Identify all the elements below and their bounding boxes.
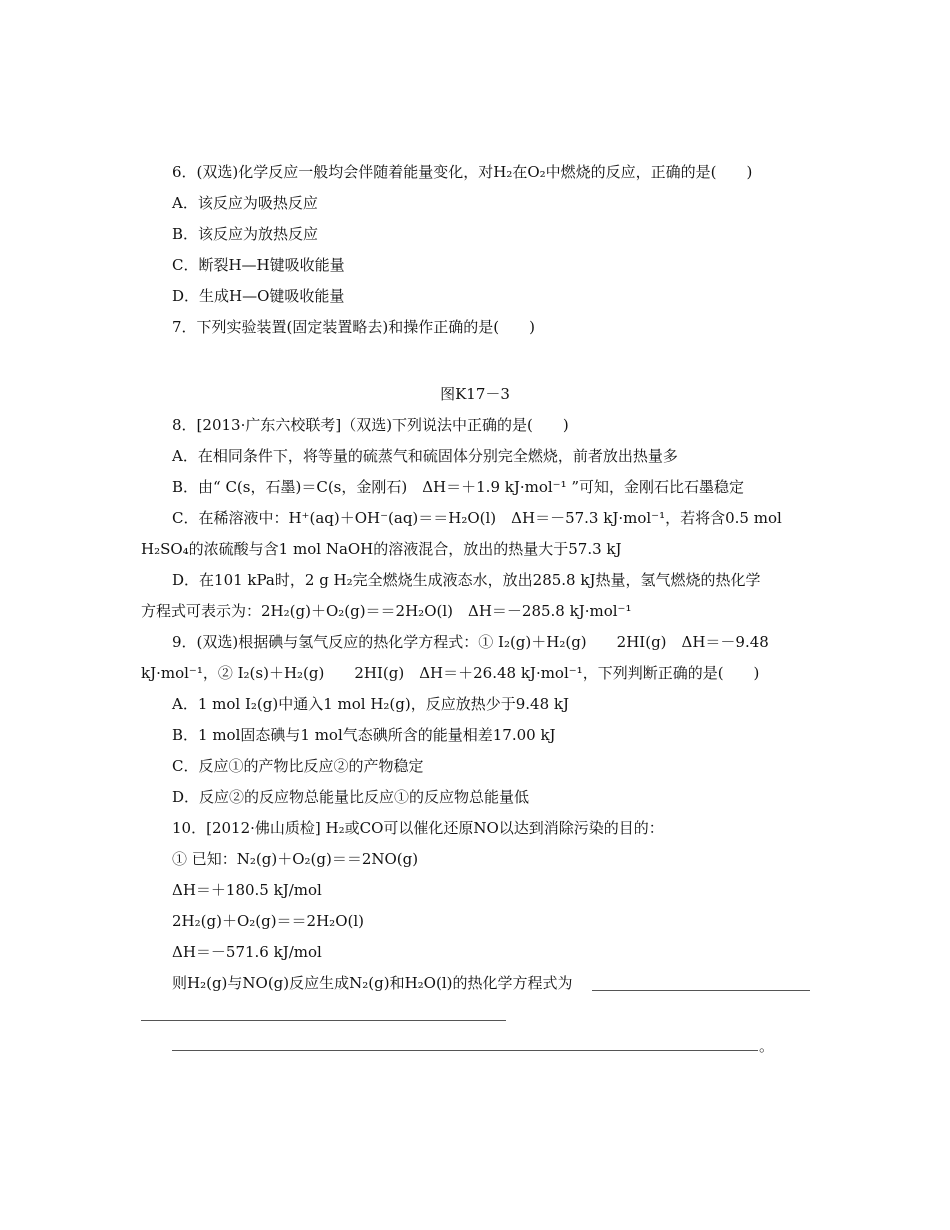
q8-option-d-cont: 方程式可表示为：2H₂(g)＋O₂(g)＝＝2H₂O(l) ΔH＝－285.8 kJ·mol⁻¹ xyxy=(141,602,632,620)
q10-stem: 10．[2012·佛山质检] H₂或CO可以催化还原NO以达到消除污染的目的： xyxy=(172,819,664,837)
q8-option-c-cont: H₂SO₄的浓硫酸与含1 mol NaOH的溶液混合，放出的热量大于57.3 kJ xyxy=(141,540,622,558)
q6-option-b: B．该反应为放热反应 xyxy=(172,225,319,243)
q7-stem: 7．下列实验装置(固定装置略去)和操作正确的是( ) xyxy=(172,318,535,336)
q10-given-2: 2H₂(g)＋O₂(g)＝＝2H₂O(l) xyxy=(172,912,364,930)
end-mark: 。 xyxy=(759,1037,775,1055)
q9-stem-cont: kJ·mol⁻¹，② I₂(s)＋H₂(g) 2HI(g) ΔH＝＋26.48 kJ·mol⁻¹，下列判断正确的是( ) xyxy=(141,664,760,682)
q10-question: 则H₂(g)与NO(g)反应生成N₂(g)和H₂O(l)的热化学方程式为 xyxy=(172,974,573,992)
q8-option-a: A．在相同条件下，将等量的硫蒸气和硫固体分别完全燃烧，前者放出热量多 xyxy=(172,447,678,465)
q6-option-c: C．断裂H—H键吸收能量 xyxy=(172,256,345,274)
q9-stem: 9．(双选)根据碘与氢气反应的热化学方程式：① I₂(g)＋H₂(g) 2HI(g) ΔH＝－9.48 xyxy=(172,633,769,651)
q9-option-b: B．1 mol固态碘与1 mol气态碘所含的能量相差17.00 kJ xyxy=(172,726,556,744)
q10-given-1: ① 已知：N₂(g)＋O₂(g)＝＝2NO(g) xyxy=(172,850,419,868)
q6-option-d: D．生成H—O键吸收能量 xyxy=(172,287,345,305)
q8-option-b: B．由“ C(s，石墨)＝C(s，金刚石) ΔH＝＋1.9 kJ·mol⁻¹ ”可知，金刚石比石墨稳定 xyxy=(172,478,745,496)
q9-option-d: D．反应②的反应物总能量比反应①的反应物总能量低 xyxy=(172,788,530,806)
q8-option-d: D．在101 kPa时，2 g H₂完全燃烧生成液态水，放出285.8 kJ热量，氢气燃烧的热化学 xyxy=(172,571,761,589)
answer-blank-2[interactable] xyxy=(141,1020,506,1021)
answer-blank-1[interactable] xyxy=(592,990,810,991)
q10-given-2-dh: ΔH＝－571.6 kJ/mol xyxy=(172,943,322,961)
q9-option-c: C．反应①的产物比反应②的产物稳定 xyxy=(172,757,424,775)
q6-stem: 6．(双选)化学反应一般均会伴随着能量变化，对H₂在O₂中燃烧的反应，正确的是( ) xyxy=(172,163,753,181)
q6-option-a: A．该反应为吸热反应 xyxy=(172,194,318,212)
q10-given-1-dh: ΔH＝＋180.5 kJ/mol xyxy=(172,881,322,899)
answer-blank-3[interactable] xyxy=(172,1050,758,1051)
figure-caption: 图K17－3 xyxy=(440,385,510,403)
q8-option-c: C．在稀溶液中：H⁺(aq)＋OH⁻(aq)＝＝H₂O(l) ΔH＝－57.3 kJ·mol⁻¹，若将含0.5 mol xyxy=(172,509,782,527)
q9-option-a: A．1 mol I₂(g)中通入1 mol H₂(g)，反应放热少于9.48 kJ xyxy=(172,695,570,713)
q8-stem: 8．[2013·广东六校联考]（双选)下列说法中正确的是( ) xyxy=(172,416,569,434)
